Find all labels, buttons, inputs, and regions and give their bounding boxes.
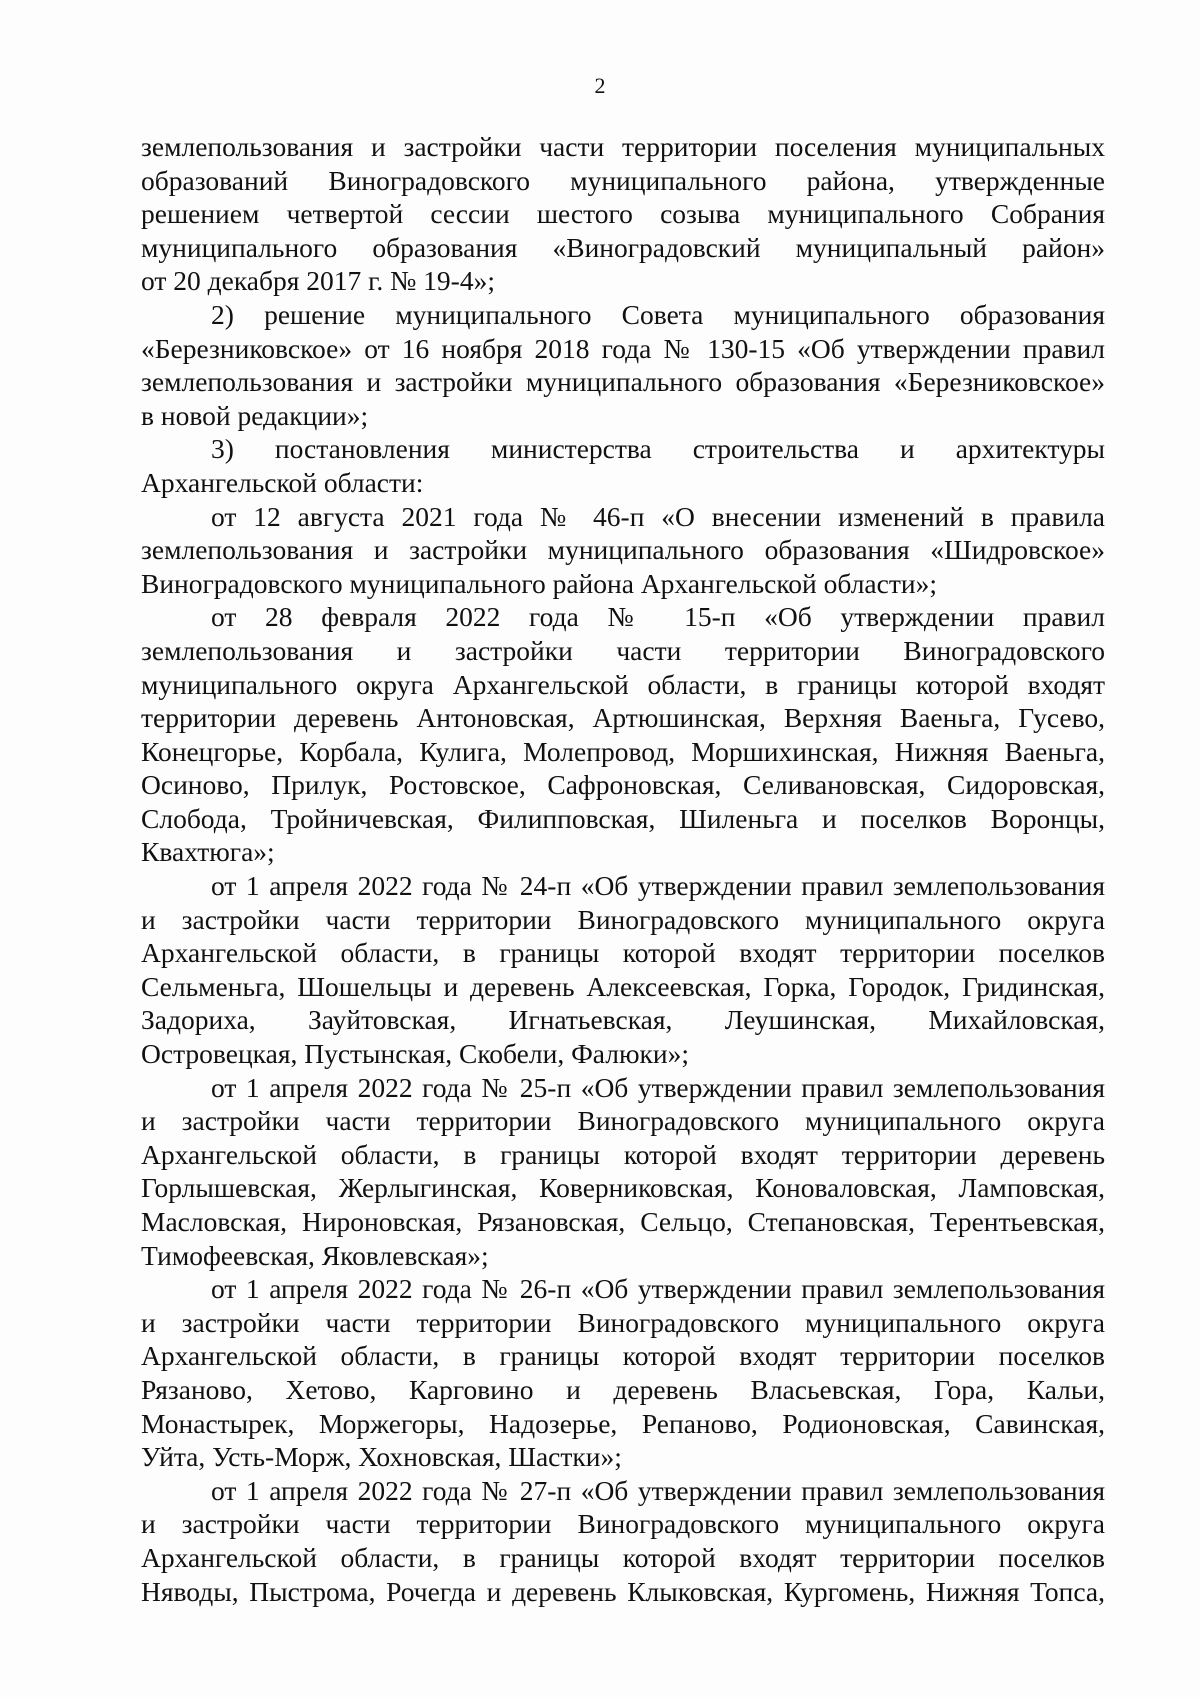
text-line: Архангельской области, в границы которой входят территории поселков [141,1541,1105,1573]
text-line: от 28 февраля 2022 года № 15-п «Об утверждении правил [211,601,1105,633]
text-line: от 20 декабря 2017 г. № 19-4»; [141,265,495,297]
text-line: землепользования и застройки муниципального образования «Березниковское» [141,366,1105,398]
text-line: 2) решение муниципального Совета муниципального образования [211,298,1105,330]
text-line: землепользования и застройки части территории поселения муниципальных [141,131,1105,162]
text-line: от 12 августа 2021 года № 46-п «О внесении изменений в правила [211,500,1105,532]
text-line: Рязаново, Хетово, Карговино и деревень Власьевская, Гора, Кальи, [141,1373,1105,1405]
text-line: в новой редакции»; [141,399,369,431]
text-line: территории деревень Антоновская, Артюшинская, Верхняя Ваеньга, Гусево, [141,702,1105,734]
text-line: Горлышевская, Жерлыгинская, Коверниковская, Коноваловская, Ламповская, [141,1172,1105,1204]
text-line: муниципального образования «Виноградовский муниципальный район» [141,231,1105,263]
text-line: землепользования и застройки муниципального образования «Шидровское» [141,534,1105,566]
text-line: Островецкая, Пустынская, Скобели, Фалюки»; [141,1038,689,1070]
document-body [141,130,1105,1608]
text-line: Конецгорье, Корбала, Кулига, Молепровод, Моршихинская, Нижняя Ваеньга, [141,735,1105,767]
text-line: и застройки части территории Виноградовского муниципального округа [141,1306,1105,1338]
text-line: Архангельской области, в границы которой входят территории поселков [141,1340,1105,1372]
page-number: 2 [594,73,606,98]
text-line: от 1 апреля 2022 года № 25-п «Об утверждении правил землепользования [211,1071,1105,1103]
text-line: решением четвертой сессии шестого созыва муниципального Собрания [141,198,1105,230]
text-line: образований Виноградовского муниципального района, утвержденные [141,164,1105,196]
text-line: «Березниковское» от 16 ноября 2018 года № 130-15 «Об утверждении правил [141,332,1105,364]
text-line: Виноградовского муниципального района Архангельской области»; [141,567,937,599]
text-line: Няводы, Пыстрома, Рочегда и деревень Клыковская, Кургомень, Нижняя Топса, [141,1575,1105,1607]
text-line: Архангельской области, в границы которой входят территории поселков [141,937,1105,969]
text-line: Архангельской области: [141,466,424,498]
text-line: Масловская, Нироновская, Рязановская, Сельцо, Степановская, Терентьевская, [141,1206,1105,1237]
text-line: Задориха, Зауйтовская, Игнатьевская, Леушинская, Михайловская, [141,1004,1105,1036]
text-line: Сельменьга, Шошельцы и деревень Алексеевская, Горка, Городок, Гридинская, [141,970,1105,1002]
text-line: Квахтюга»; [141,836,275,868]
text-line: Тимофеевская, Яковлевская»; [141,1239,489,1271]
text-line: Уйта, Усть-Морж, Хохновская, Шастки»; [141,1441,622,1473]
text-line: 3) постановления министерства строительства и архитектуры [211,433,1105,465]
text-line: и застройки части территории Виноградовского муниципального округа [141,903,1105,935]
text-line: землепользования и застройки части территории Виноградовского [141,634,1105,666]
text-line: муниципального округа Архангельской области, в границы которой входят [141,668,1105,700]
text-line: Архангельской области, в границы которой входят территории деревень [141,1138,1105,1170]
text-line: Слобода, Тройничевская, Филипповская, Шиленьга и поселков Воронцы, [141,802,1105,834]
text-line: от 1 апреля 2022 года № 24-п «Об утверждении правил землепользования [211,870,1105,902]
text-line: Монастырек, Моржегоры, Надозерье, Репаново, Родионовская, Савинская, [141,1407,1105,1439]
text-line: и застройки части территории Виноградовского муниципального округа [141,1508,1105,1540]
text-line: Осиново, Прилук, Ростовское, Сафроновская, Селивановская, Сидоровская, [141,769,1105,801]
text-line: и застройки части территории Виноградовского муниципального округа [141,1105,1105,1137]
text-line: от 1 апреля 2022 года № 26-п «Об утверждении правил землепользования [211,1273,1105,1305]
text-line: от 1 апреля 2022 года № 27-п «Об утверждении правил землепользования [211,1474,1105,1506]
